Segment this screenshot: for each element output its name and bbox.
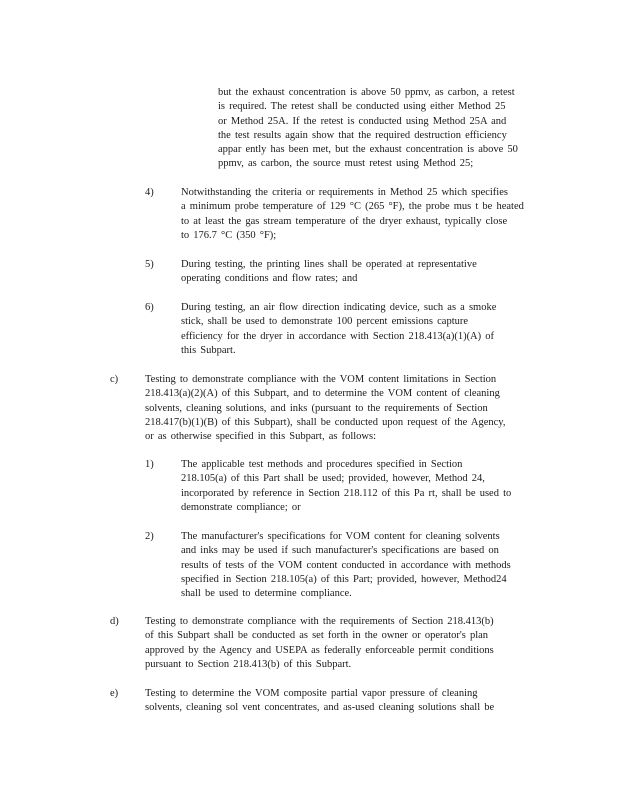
section-marker: c) <box>110 374 119 385</box>
text-line: Notwithstanding the criteria or requirements in Method 25 which specifies <box>181 187 508 198</box>
text-line: The manufacturer's specifications for VOM content for cleaning solvents <box>181 531 500 542</box>
text-line: shall be used to determine compliance. <box>181 588 352 600</box>
section-c-text <box>145 373 533 444</box>
text-line: demonstrate compliance; or <box>181 501 301 513</box>
text-line: this Subpart. <box>181 344 236 356</box>
text-line: of this Subpart shall be conducted as set forth in the owner or operator's plan <box>145 630 489 642</box>
text-line: stick, shall be used to demonstrate 100 percent emissions capture <box>181 316 469 328</box>
text-line: Testing to demonstrate compliance with the requirements of Section 218.413(b) <box>145 616 494 627</box>
section-d-text <box>145 615 533 672</box>
text-line: pursuant to Section 218.413(b) of this Subpart. <box>145 658 352 670</box>
item-marker: 6) <box>145 302 154 313</box>
text-line: During testing, the printing lines shall be operated at representative <box>181 259 477 270</box>
text-line: and inks may be used if such manufacturer's specifications are based on <box>181 545 499 557</box>
section-e-text <box>145 687 533 716</box>
section-marker: e) <box>110 688 119 699</box>
text-line: 218.417(b)(1)(B) of this Subpart), shall be conducted upon request of the Agency, <box>145 416 506 428</box>
text-line: or Method 25A. If the retest is conducted using Method 25A and <box>218 115 507 127</box>
text-line: The applicable test methods and procedures specified in Section <box>181 459 463 470</box>
text-line: to at least the gas stream temperature of the dryer exhaust, typically close <box>181 215 508 227</box>
text-line: appar ently has been met, but the exhaust concentration is above 50 <box>218 144 518 156</box>
text-line: to 176.7 °C (350 °F); <box>181 229 277 241</box>
text-line: Testing to demonstrate compliance with the VOM content limitations in Section <box>145 374 497 385</box>
text-line: Testing to determine the VOM composite partial vapor pressure of cleaning <box>145 688 478 699</box>
item-marker: 5) <box>145 259 154 270</box>
text-line: specified in Section 218.105(a) of this Part; provided, however, Method24 <box>181 573 507 585</box>
text-line: solvents, cleaning sol vent concentrates, and as-used cleaning solutions shall be <box>145 702 495 714</box>
text-line: or as otherwise specified in this Subpart, as follows: <box>145 431 377 443</box>
text-line: results of tests of the VOM content conducted in accordance with methods <box>181 559 511 571</box>
item-marker: 4) <box>145 187 154 198</box>
item-marker: 1) <box>145 459 154 470</box>
text-line: 218.413(a)(2)(A) of this Subpart, and to determine the VOM content of cleaning <box>145 388 500 400</box>
item-5-text <box>181 258 533 287</box>
section-marker: d) <box>110 616 119 627</box>
text-line: During testing, an air flow direction indicating device, such as a smoke <box>181 302 497 313</box>
text-line: but the exhaust concentration is above 50 ppmv, as carbon, a retest <box>218 87 515 98</box>
text-line: ppmv, as carbon, the source must retest using Method 25; <box>218 158 474 170</box>
text-line: is required. The retest shall be conducted using either Method 25 <box>218 101 506 113</box>
text-line: a minimum probe temperature of 129 °C (265 °F), the probe mus t be heated <box>181 201 524 213</box>
section-c-item-1-text <box>181 458 533 515</box>
text-line: solvents, cleaning solutions, and inks (pursuant to the requirements of Section <box>145 402 488 414</box>
text-line: efficiency for the dryer in accordance with Section 218.413(a)(1)(A) of <box>181 330 495 342</box>
item-6-text <box>181 301 533 358</box>
item-4-text <box>181 186 533 243</box>
section-c-item-2-text <box>181 530 533 601</box>
continuation-paragraph <box>218 86 540 172</box>
item-marker: 2) <box>145 531 154 542</box>
text-line: the test results again show that the required destruction efficiency <box>218 129 507 141</box>
text-line: approved by the Agency and USEPA as federally enforceable permit conditions <box>145 644 494 656</box>
text-line: operating conditions and flow rates; and <box>181 273 358 285</box>
text-line: 218.105(a) of this Part shall be used; provided, however, Method 24, <box>181 473 485 485</box>
text-line: incorporated by reference in Section 218.112 of this Pa rt, shall be used to <box>181 487 512 499</box>
